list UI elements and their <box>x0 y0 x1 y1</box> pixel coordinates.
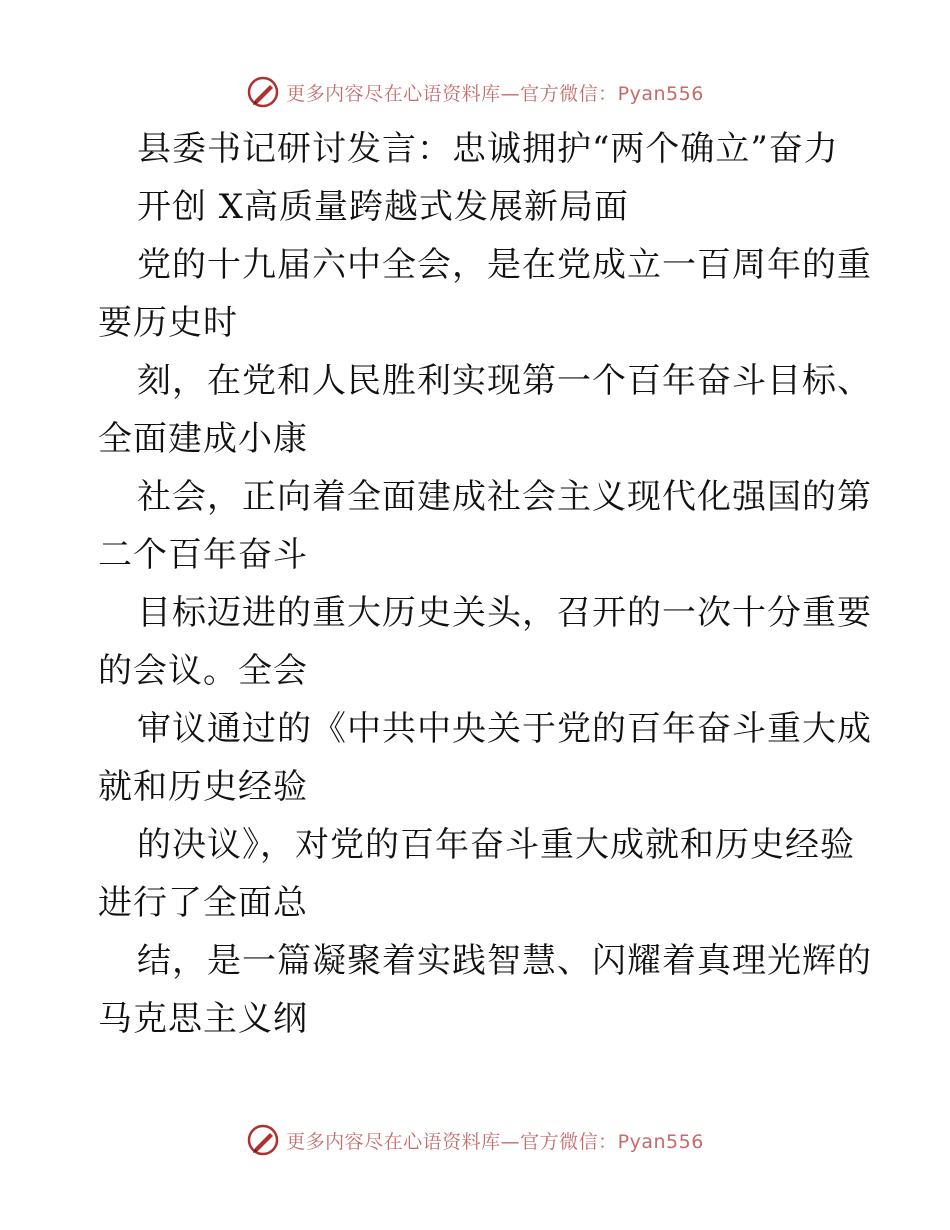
footer-watermark <box>0 1120 950 1160</box>
paragraph-line: 的决议》，对党的百年奋斗重大成就和历史经验 <box>137 825 855 865</box>
paragraph-line: 进行了全面总 <box>98 883 308 923</box>
paragraph-line: 刻，在党和人民胜利实现第一个百年奋斗目标、 <box>137 361 872 401</box>
paragraph-line: 审议通过的《中共中央关于党的百年奋斗重大成 <box>137 709 872 749</box>
paragraph-line: 目标迈进的重大历史关头，召开的一次十分重要 <box>137 593 872 633</box>
paragraph-line: 就和历史经验 <box>98 767 308 807</box>
paragraph-line: 全面建成小康 <box>98 419 308 459</box>
watermark-text: 更多内容尽在心语资料库—官方微信：Pyan556 <box>286 1130 704 1153</box>
watermark-text: 更多内容尽在心语资料库—官方微信：Pyan556 <box>286 82 704 105</box>
title-line: 开创 X高质量跨越式发展新局面 <box>137 187 630 227</box>
pen-logo-icon <box>246 1123 280 1157</box>
paragraph-line: 的会议。全会 <box>98 651 308 691</box>
document-body <box>98 120 872 1048</box>
title-line: 县委书记研讨发言：忠诚拥护“两个确立”奋力 <box>137 129 839 169</box>
header-watermark <box>0 72 950 112</box>
paragraph-line: 社会，正向着全面建成社会主义现代化强国的第 <box>137 477 872 517</box>
paragraph-line: 马克思主义纲 <box>98 999 308 1039</box>
paragraph-line: 二个百年奋斗 <box>98 535 308 575</box>
paragraph-line: 党的十九届六中全会，是在党成立一百周年的重 <box>137 245 872 285</box>
pen-logo-icon <box>246 75 280 109</box>
paragraph-line: 要历史时 <box>98 303 238 343</box>
paragraph-line: 结，是一篇凝聚着实践智慧、闪耀着真理光辉的 <box>137 941 872 981</box>
